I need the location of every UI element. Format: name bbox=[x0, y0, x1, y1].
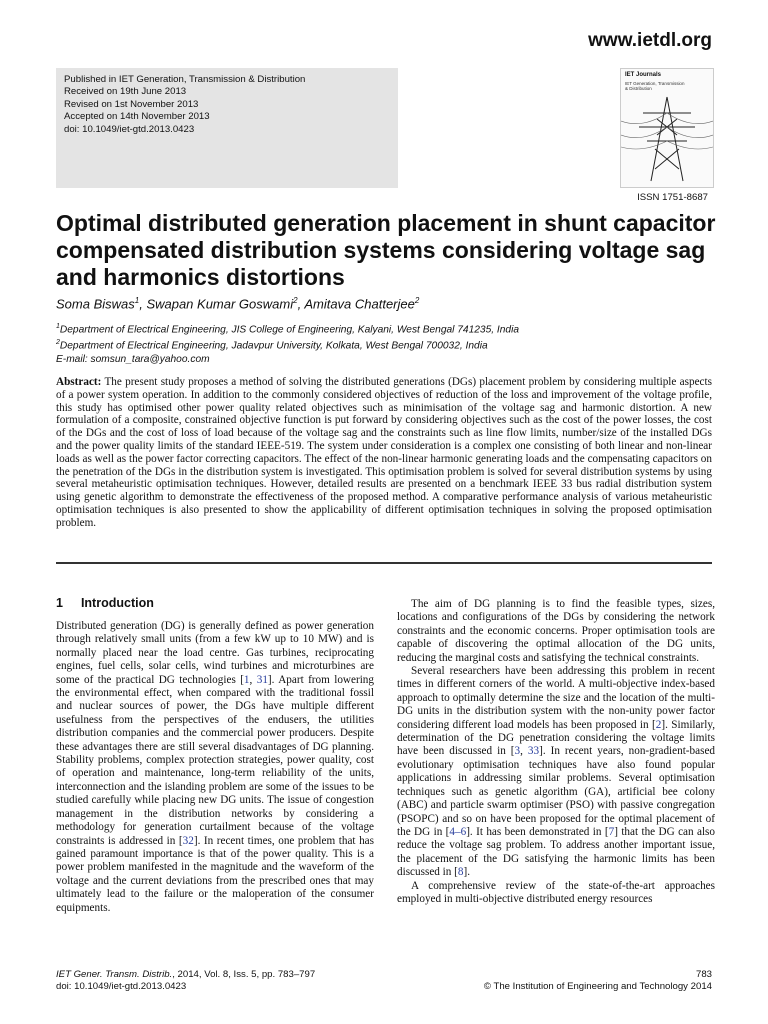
paragraph: A comprehensive review of the state-of-the-art approaches employed in multi-objective distributed energy resources bbox=[397, 879, 715, 905]
body-column-right bbox=[397, 598, 715, 906]
abstract-label: Abstract: bbox=[56, 376, 102, 388]
section-title: Introduction bbox=[80, 596, 154, 610]
reference-link[interactable]: 3 bbox=[514, 745, 521, 758]
affiliation-list bbox=[56, 320, 519, 353]
reference-link[interactable]: 2 bbox=[655, 718, 662, 731]
cover-title: IET Generation, Transmission & Distribution bbox=[625, 81, 685, 91]
footer-right bbox=[484, 969, 712, 994]
abstract bbox=[56, 376, 712, 530]
reference-link[interactable]: 4–6 bbox=[449, 825, 467, 838]
body-column-left bbox=[56, 620, 374, 915]
reference-link[interactable]: 8 bbox=[457, 866, 464, 879]
transmission-tower-icon bbox=[621, 69, 713, 187]
affiliation: $^2$Department of Electrical Engineering, Jadavpur University, Kolkata, West Bengal 700032, India bbox=[56, 339, 488, 352]
reference-link[interactable]: 32 bbox=[182, 834, 194, 847]
author-affiliation-mark: 2 bbox=[293, 296, 298, 305]
footer-doi[interactable]: doi: 10.1049/iet-gtd.2013.0423 bbox=[56, 981, 187, 993]
email[interactable]: E-mail: somsun_tara@yahoo.com bbox=[56, 353, 210, 365]
affiliation: $^1$Department of Electrical Engineering, JIS College of Engineering, Kalyani, West Bengal 741235, India bbox=[56, 323, 519, 336]
cover-brand: IET Journals bbox=[625, 72, 662, 78]
author-affiliation-mark: 1 bbox=[134, 296, 140, 305]
author-name: Soma Biswas bbox=[56, 296, 135, 312]
publication-line: Received on 19th June 2013 bbox=[64, 86, 187, 98]
author-name: Swapan Kumar Goswami bbox=[146, 296, 294, 312]
journal-site-url[interactable]: www.ietdl.org bbox=[588, 30, 712, 51]
reference-link[interactable]: 33 bbox=[527, 745, 540, 758]
publication-line: Accepted on 14th November 2013 bbox=[64, 111, 210, 123]
page-number: 783 bbox=[695, 969, 712, 980]
paragraph: Several researchers have been addressing this problem in recent times in different corners of the world. A multi-objective index-based approach to optimally determine the size and the location of the multi-DG units in the distribution system with the non-unity power factor considering different load models has been proposed in [2]. Similarly, determination of the DG penetration considering the voltage limits have been discussed in [3, 33]. In recent years, non-gradient-based evolutionary optimisation techniques have also found popular applications in addressing similar problems. Several optimisation techniques such as genetic algorithm (GA), artificial bee colony (ABC) and particle swarm optimiser (PSO) with passive congregation (PSOPC) and so on have been proposed for the optimal placement of the DG in [4–6]. It has been demonstrated in [7] that the DG can also reduce the voltage sag problem. To address another important issue, the placement of the DG satisfying the harmonic limits has been discussed in [8]. bbox=[397, 665, 716, 879]
paragraph: Distributed generation (DG) is generally defined as power generation through relatively small units (from a few kW up to 10 MW) and is normally placed near the load centre. Gas turbines, reciprocating engines, fuel cells, solar cells, wind turbines and microturbines are some of the practical DG technologies [1, 31]. Apart from lowering the environmental effect, when compared with the traditional fossil and nuclear sources of power, the DGs have multiple different usefulness from the perspectives of the endusers, the utilities distribution companies and the commercial power producers. Despite these advantages there are still several disadvantages of DG planning. Stability problems, complex protection strategies, power quality, cost of operation and maintenance, long-term reliability of the units, interconnection and the islanding problem are some of the issues to be studied carefully while placing new DG units. The issue of congestion management in the distribution networks by considering a methodology for generation curtailment because of the voltage constraints is addressed in [32]. In recent times, one problem that has gained paramount importance is that of the power quality. This is a power problem manifested in the magnitude and the waveform of the voltage and the current deviations from the prescribed ones that may ultimately lead to the failure or the maloperation of the consumer equipments. bbox=[56, 620, 374, 914]
copyright: © The Institution of Engineering and Technology 2014 bbox=[483, 981, 712, 993]
author-name: Amitava Chatterjee bbox=[304, 296, 415, 312]
section-heading bbox=[56, 596, 154, 610]
author-affiliation-mark: 2 bbox=[414, 296, 420, 305]
footer-citation bbox=[56, 969, 315, 994]
author-list: Soma Biswas$^1$, Swapan Kumar Goswami$^2$, Amitava Chatterjee$^2$ bbox=[56, 296, 420, 312]
divider bbox=[56, 562, 712, 564]
footer-journal: IET Gener. Transm. Distrib. bbox=[56, 969, 173, 980]
issn: ISSN 1751-8687 bbox=[637, 192, 708, 203]
affiliations bbox=[56, 320, 519, 366]
publication-line: Published in IET Generation, Transmission & Distribution bbox=[64, 74, 306, 85]
publication-line: Revised on 1st November 2013 bbox=[64, 98, 199, 110]
section-number: 1 bbox=[56, 596, 63, 610]
paragraph: The aim of DG planning is to find the feasible types, sizes, locations and configurations of the DGs by considering the network constraints and the economic concerns. Proper optimisation tools are capable of discovering the optimal allocation of the DG units, reducing the marginal costs and satisfying the technical constraints. bbox=[397, 598, 715, 664]
abstract-text: The present study proposes a method of solving the distributed generations (DGs) placement problem by considering multiple aspects of a power system operation. In addition to the commonly considered objectives of reduction of the loss and improvement of the voltage profile, this study has optimised other power quality related objectives such as minimisation of the voltage sag and harmonic distortion. A new formulation of a composite, constrained objective function is put forward by considering objectives such as the cost of the power losses, the cost of the DGs and the cost of loss of load because of the voltage sag and the constraints such as line flow limits, number/size of the installed DGs and the power quality limits of the standard IEEE-519. The system under consideration is a complex one consisting of both linear and non-linear loads as well as the power factor correcting capacitors. The effect of the non-linear harmonic generating loads and the compensating capacitors on the penetration of the DGs in the distribution system is investigated. This optimisation problem is solved for several distribution systems by using several metaheuristic optimisation techniques. However, detailed results are presented on a benchmark IEEE 33 bus radial distribution system using genetic algorithm to demonstrate the effectiveness of the proposed method. A comparative performance analysis of various metaheuristic optimisation techniques is also presented to show the applicability of different optimisation techniques in solving the proposed optimisation problem. bbox=[56, 376, 712, 529]
paper-title: Optimal distributed generation placement in shunt capacitor compensated distribution systems considering voltage sag and harmonics distortions bbox=[56, 210, 716, 290]
publication-lines bbox=[64, 74, 305, 136]
publication-info-box bbox=[56, 68, 398, 188]
reference-link[interactable]: 7 bbox=[608, 825, 615, 838]
publication-line: doi: 10.1049/iet-gtd.2013.0423 bbox=[64, 123, 195, 135]
journal-cover-image bbox=[620, 68, 714, 188]
reference-link[interactable]: 1 bbox=[243, 673, 250, 686]
reference-link[interactable]: 31 bbox=[256, 673, 268, 686]
footer-details: , 2014, Vol. 8, Iss. 5, pp. 783–797 bbox=[172, 969, 316, 980]
